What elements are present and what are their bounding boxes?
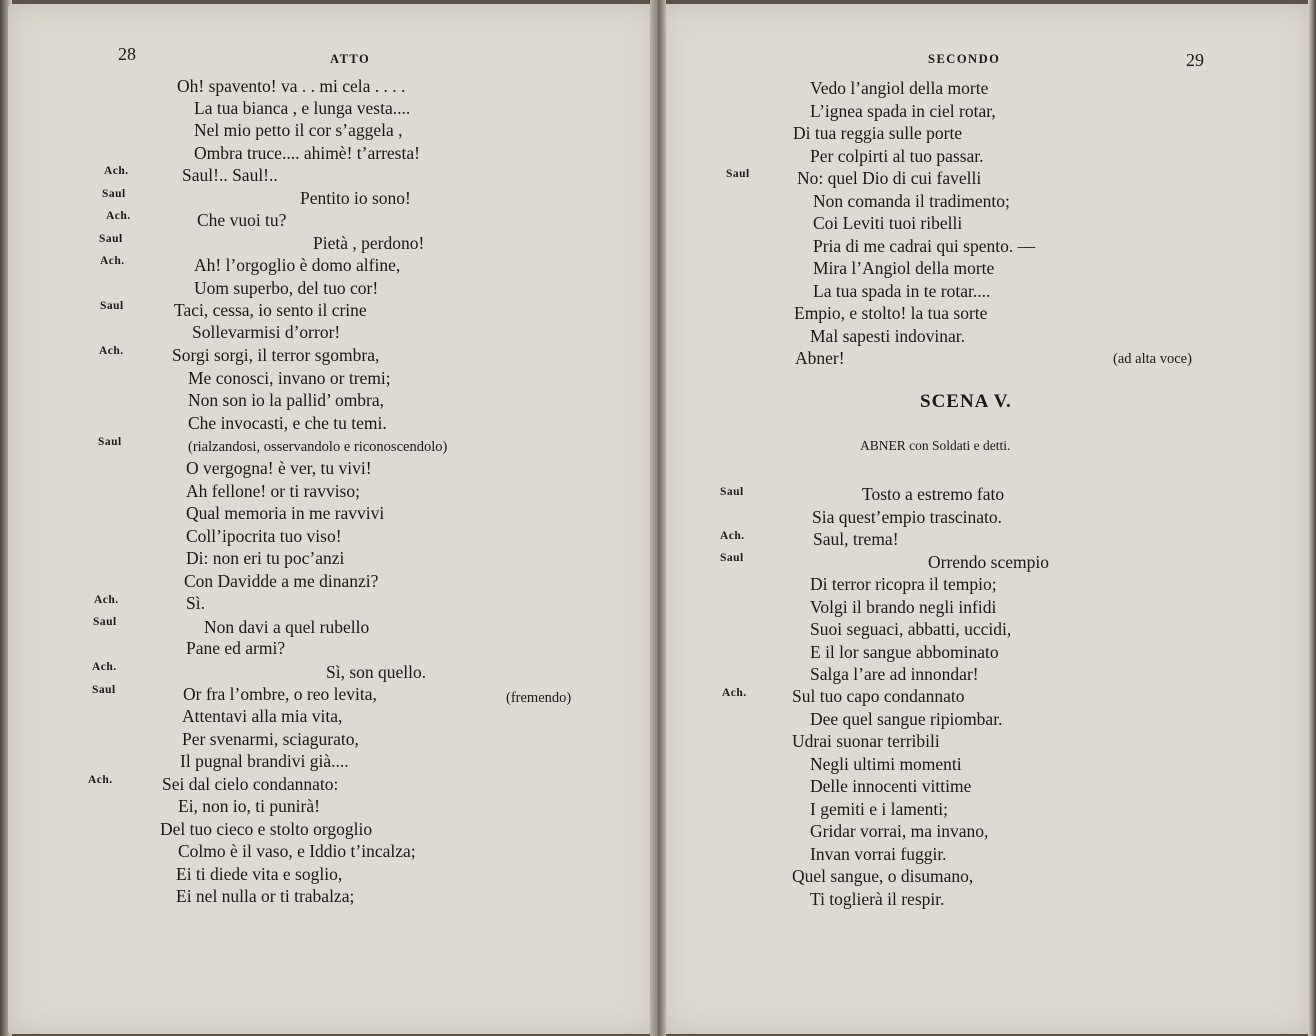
verse-text: Che invocasti, e che tu temi. xyxy=(188,413,387,433)
verse-text: Sì, son quello. xyxy=(326,662,427,682)
verse-text: Suoi seguaci, abbatti, uccidi, xyxy=(810,619,1012,639)
verse-text: Mira l’Angiol della morte xyxy=(813,258,995,278)
book-gutter xyxy=(650,0,666,1036)
verse-text: Qual memoria in me ravvivi xyxy=(186,503,385,523)
scene-title: SCENA V. xyxy=(920,391,1012,412)
verse-text: Di tua reggia sulle porte xyxy=(793,123,963,143)
speaker-label: Ach. xyxy=(722,687,747,699)
verse-text: Sia quest’empio trascinato. xyxy=(812,507,1003,527)
verse-text: Delle innocenti vittime xyxy=(810,776,972,796)
verse-text: Coll’ipocrita tuo viso! xyxy=(186,526,342,546)
verse-text: Ei ti diede vita e soglio, xyxy=(176,864,343,884)
verse-text: Saul!.. Saul!.. xyxy=(182,165,278,185)
verse-text: Ah fellone! or ti ravviso; xyxy=(186,481,360,501)
verse-text: Di: non eri tu poc’anzi xyxy=(186,548,345,568)
verse-text: Del tuo cieco e stolto orgoglio xyxy=(160,819,373,839)
stage-direction: (fremendo) xyxy=(506,690,572,706)
verse-text: Ombra truce.... ahimè! t’arresta! xyxy=(194,143,420,163)
verse-text: Abner! xyxy=(795,348,845,368)
verse-text: Sorgi sorgi, il terror sgombra, xyxy=(172,345,380,365)
verse-text: Uom superbo, del tuo cor! xyxy=(194,278,379,298)
verse-text: Non davi a quel rubello xyxy=(204,617,370,637)
speaker-label: Saul xyxy=(93,616,117,628)
verse-text: Volgi il brando negli infidi xyxy=(810,597,997,617)
verse-text: Attentavi alla mia vita, xyxy=(182,706,343,726)
speaker-label: Ach. xyxy=(94,594,119,606)
verse-text: Coi Leviti tuoi ribelli xyxy=(813,213,963,233)
speaker-label: Ach. xyxy=(106,210,131,222)
verse-text: Il pugnal brandivi già.... xyxy=(180,751,349,771)
speaker-label: Ach. xyxy=(92,661,117,673)
verse-text: La tua bianca , e lunga vesta.... xyxy=(194,98,411,118)
verse-text: Pentito io sono! xyxy=(300,188,411,208)
verse-text: Con Davidde a me dinanzi? xyxy=(184,571,379,591)
verse-text: Per colpirti al tuo passar. xyxy=(810,146,984,166)
verse-text: Gridar vorrai, ma invano, xyxy=(810,821,989,841)
verse-text: E il lor sangue abbominato xyxy=(810,642,999,662)
verse-text: Empio, e stolto! la tua sorte xyxy=(794,303,988,323)
speaker-label: Saul xyxy=(102,188,126,200)
verse-text: Sì. xyxy=(186,593,205,613)
speaker-label: Ach. xyxy=(104,165,129,177)
verse-text: Mal sapesti indovinar. xyxy=(810,326,966,346)
verse-text: Ei nel nulla or ti trabalza; xyxy=(176,886,355,906)
verse-text: L’ignea spada in ciel rotar, xyxy=(810,101,996,121)
verse-text: Saul, trema! xyxy=(813,529,899,549)
verse-text: Udrai suonar terribili xyxy=(792,731,940,751)
speaker-label: Saul xyxy=(720,552,744,564)
verse-text: Pietà , perdono! xyxy=(313,233,425,253)
verse-text: Ah! l’orgoglio è domo alfine, xyxy=(194,255,401,275)
left-running-head: ATTO xyxy=(330,52,371,66)
stage-direction: (rialzandosi, osservandolo e riconoscendolo) xyxy=(188,439,448,455)
speaker-label: Saul xyxy=(99,233,123,245)
verse-text: Che vuoi tu? xyxy=(197,210,287,230)
verse-text: Non son io la pallid’ ombra, xyxy=(188,390,385,410)
verse-text: Non comanda il tradimento; xyxy=(813,191,1010,211)
verse-text: Invan vorrai fuggir. xyxy=(810,844,947,864)
verse-text: Vedo l’angiol della morte xyxy=(810,78,989,98)
verse-text: Sei dal cielo condannato: xyxy=(162,774,339,794)
speaker-label: Ach. xyxy=(88,774,113,786)
speaker-label: Saul xyxy=(92,684,116,696)
verse-text: O vergogna! è ver, tu vivi! xyxy=(186,458,372,478)
verse-text: I gemiti e i lamenti; xyxy=(810,799,949,819)
speaker-label: Ach. xyxy=(720,530,745,542)
verse-text: Ti toglierà il respir. xyxy=(810,889,945,909)
verse-text: Dee quel sangue ripiombar. xyxy=(810,709,1003,729)
verse-text: Me conosci, invano or tremi; xyxy=(188,368,391,388)
verse-text: Pane ed armi? xyxy=(186,638,286,658)
stage-direction: (ad alta voce) xyxy=(1113,351,1192,367)
verse-text: Nel mio petto il cor s’aggela , xyxy=(194,120,403,140)
verse-text: Sollevarmisi d’orror! xyxy=(192,322,341,342)
verse-text: Colmo è il vaso, e Iddio t’incalza; xyxy=(178,841,416,861)
speaker-label: Saul xyxy=(726,168,750,180)
verse-text: Per svenarmi, sciagurato, xyxy=(182,729,359,749)
speaker-label: Saul xyxy=(720,486,744,498)
verse-text: Orrendo scempio xyxy=(928,552,1050,572)
verse-text: Sul tuo capo condannato xyxy=(792,686,965,706)
scene-subtitle: ABNER con Soldati e detti. xyxy=(860,438,1011,453)
speaker-label: Saul xyxy=(100,300,124,312)
verse-text: Quel sangue, o disumano, xyxy=(792,866,974,886)
verse-text: Salga l’are ad innondar! xyxy=(810,664,979,684)
verse-text: La tua spada in te rotar.... xyxy=(813,281,991,301)
book-edge-right xyxy=(1308,0,1316,1036)
verse-text: Oh! spavento! va . . mi cela . . . . xyxy=(177,76,406,96)
right-running-head: SECONDO xyxy=(928,52,1001,66)
left-page-number: 28 xyxy=(118,44,136,64)
verse-text: Pria di me cadrai qui spento. — xyxy=(813,236,1036,256)
verse-text: No: quel Dio di cui favelli xyxy=(797,168,982,188)
right-page-number: 29 xyxy=(1186,50,1204,70)
verse-text: Di terror ricopra il tempio; xyxy=(810,574,997,594)
verse-text: Taci, cessa, io sento il crine xyxy=(174,300,367,320)
speaker-label: Ach. xyxy=(100,255,125,267)
speaker-label: Saul xyxy=(98,436,122,448)
verse-text: Negli ultimi momenti xyxy=(810,754,962,774)
speaker-label: Ach. xyxy=(99,345,124,357)
verse-text: Or fra l’ombre, o reo levita, xyxy=(183,684,377,704)
verse-text: Ei, non io, ti punirà! xyxy=(178,796,320,816)
verse-text: Tosto a estremo fato xyxy=(862,484,1005,504)
